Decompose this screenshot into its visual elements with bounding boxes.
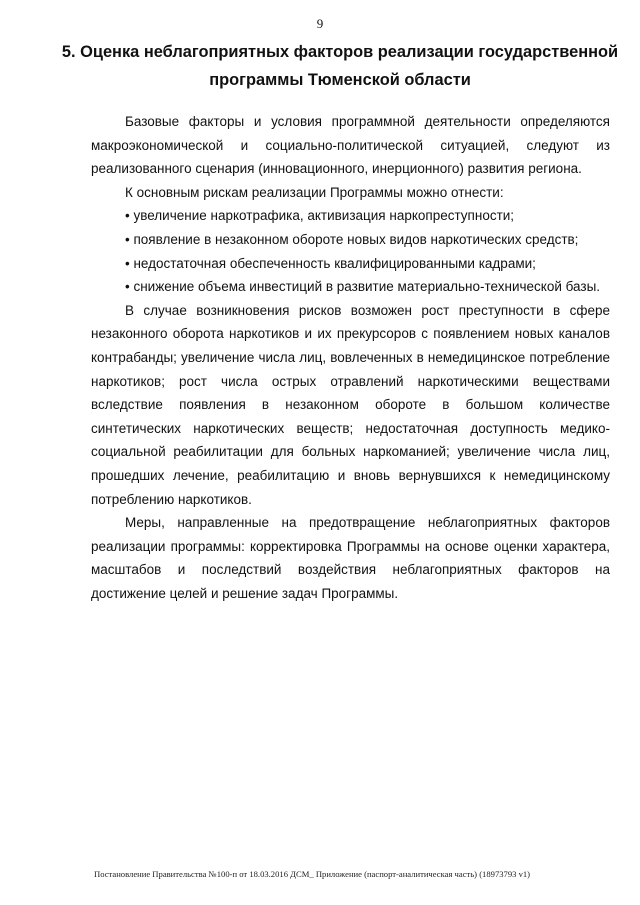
risk-item: • появление в незаконном обороте новых видов наркотических средств; [125, 231, 579, 247]
paragraph-risks-intro: К основным рискам реализации Программы можно отнести: [125, 184, 504, 200]
paragraph-risk-consequences: В случае возникновения рисков возможен рост преступности в сфере незаконного оборота наркотиков и их прекурсоров с появлением новых каналов контрабанды; увеличение числа лиц, вовлеченных в немедицинское потребление наркотиков; рост числа острых отравлений наркотическими веществами вследствие появления в незаконном обороте в большом количестве синтетических наркотических веществ; недостаточная доступность медико-социальной реабилитации для больных наркоманией; увеличение числа лиц, прошедших лечение, реабилитацию и вновь вернувшихся к немедицинскому потреблению наркотиков. [91, 302, 610, 507]
section-heading-line-2: программы Тюменской области [209, 71, 471, 89]
page-number: 9 [316, 16, 324, 31]
section-heading [60, 38, 620, 94]
risk-item: • снижение объема инвестиций в развитие материально-технической базы. [125, 279, 601, 295]
document-body [91, 110, 610, 605]
document-footer: Постановление Правительства №100-п от 18.03.2016 ДСМ_ Приложение (паспорт-аналитическая часть) (18973793 v1) [94, 869, 531, 879]
risk-item: • недостаточная обеспеченность квалифицированными кадрами; [125, 255, 536, 271]
paragraph-base-factors: Базовые факторы и условия программной деятельности определяются макроэкономической и социально-политической ситуацией, следуют из реализованного сценария (инновационного, инерционного) развития региона. [91, 114, 610, 177]
section-heading-line-1: 5. Оценка неблагоприятных факторов реализации государственной [61, 43, 619, 61]
risk-item: • увеличение наркотрафика, активизация наркопреступности; [125, 208, 515, 224]
paragraph-prevention-measures: Меры, направленные на предотвращение неблагоприятных факторов реализации программы: корректировка Программы на основе оценки характера, масштабов и последствий воздействия неблагоприятных факторов на достижение целей и решение задач Программы. [91, 515, 610, 601]
